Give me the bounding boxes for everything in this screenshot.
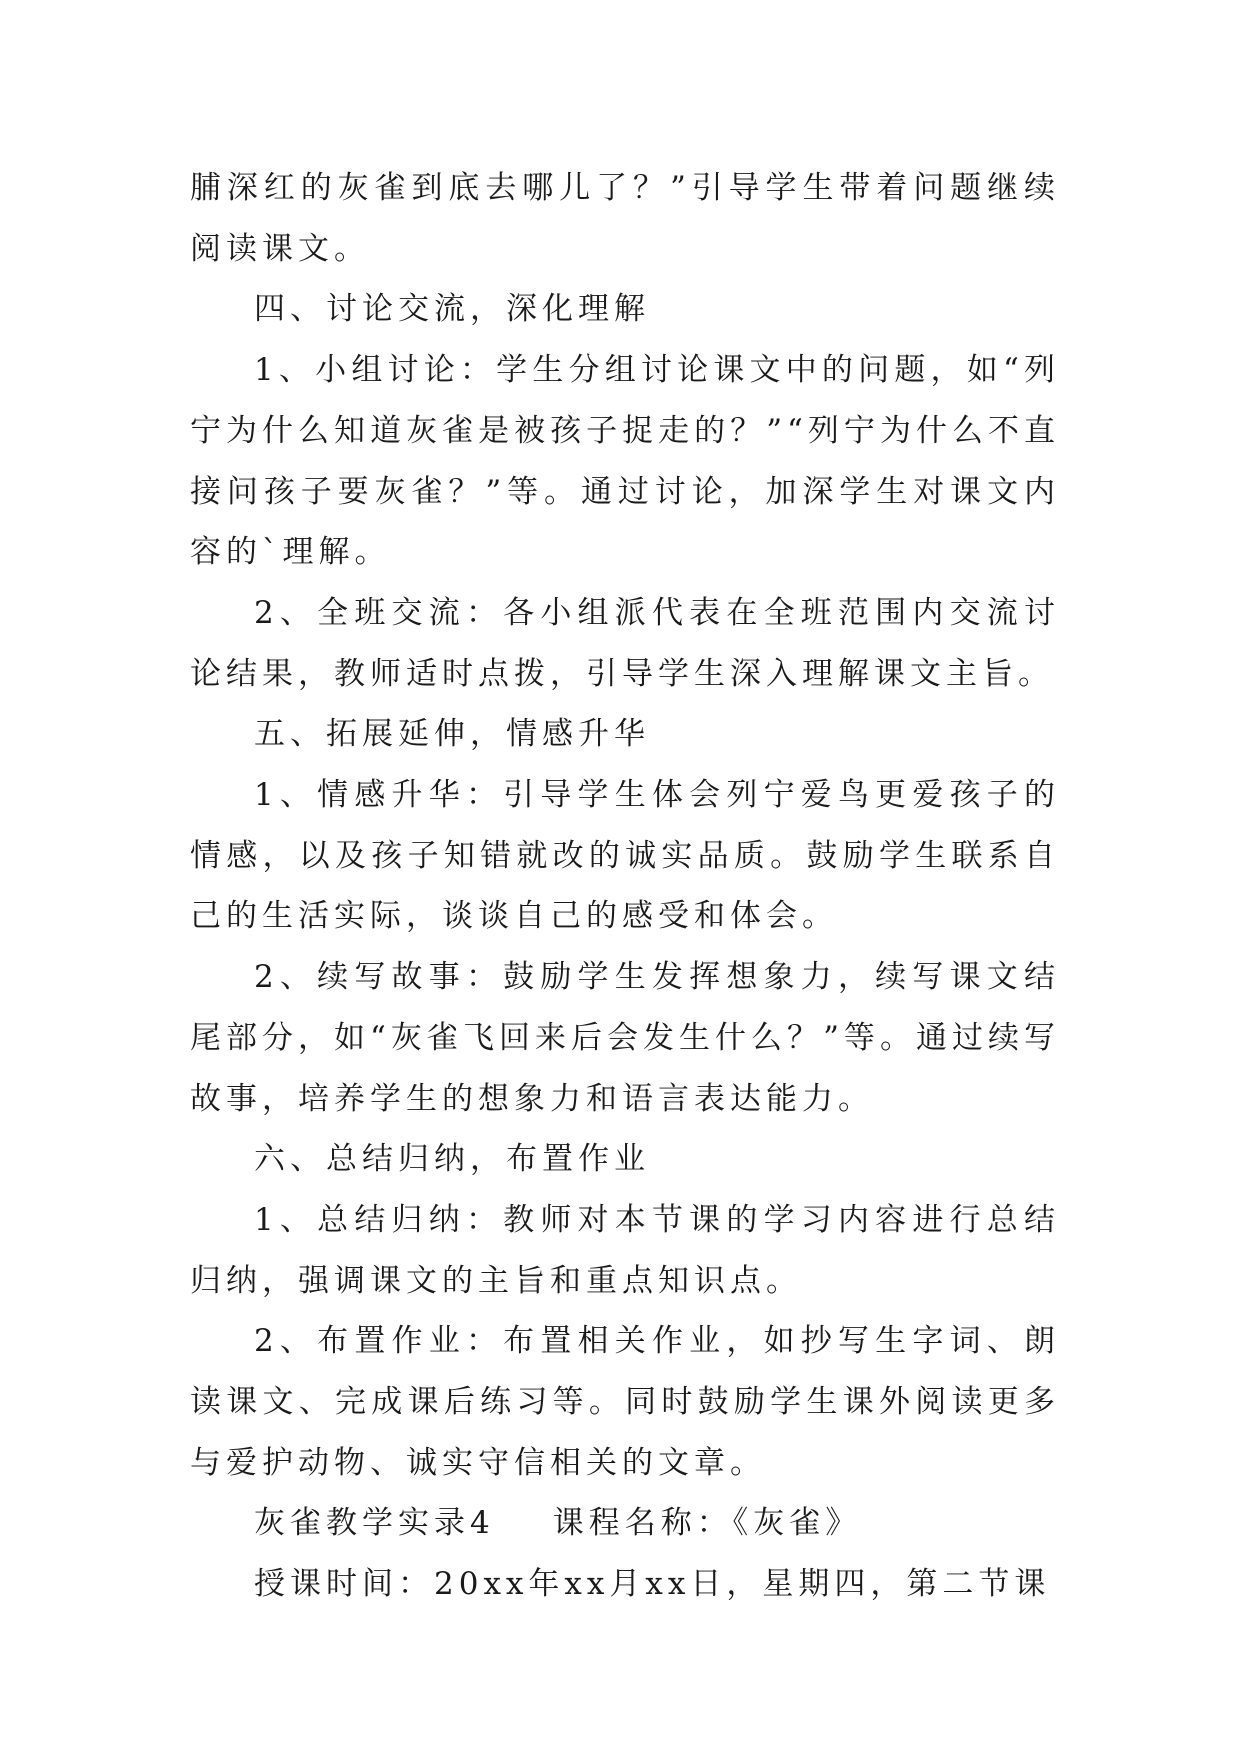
section-heading-4: 四、讨论交流，深化理解 bbox=[254, 291, 650, 328]
paragraph-class-exchange: 2、全班交流：各小组派代表在全班范围内交流讨论结果，教师适时点拨，引导学生深入理解课文主旨。 bbox=[190, 594, 1060, 692]
section-heading-6: 六、总结归纳，布置作业 bbox=[254, 1141, 650, 1178]
paragraph-continue-story: 2、续写故事：鼓励学生发挥想象力，续写课文结尾部分，如“灰雀飞回来后会发生什么？”等。通过续写故事，培养学生的想象力和语言表达能力。 bbox=[190, 959, 1060, 1117]
record-title-line bbox=[190, 1493, 1060, 1554]
paragraph-homework: 2、布置作业：布置相关作业，如抄写生字词、朗读课文、完成课后练习等。同时鼓励学生课外阅读更多与爱护动物、诚实守信相关的文章。 bbox=[190, 1323, 1060, 1481]
paragraph-summary: 1、总结归纳：教师对本节课的学习内容进行总结归纳，强调课文的主旨和重点知识点。 bbox=[190, 1201, 1060, 1299]
class-time-line: 授课时间：20xx年xx月xx日，星期四，第二节课 bbox=[254, 1566, 1051, 1603]
paragraph-group-discussion: 1、小组讨论：学生分组讨论课文中的问题，如“列宁为什么知道灰雀是被孩子捉走的？”“列宁为什么不直接问孩子要灰雀？”等。通过讨论，加深学生对课文内容的`理解。 bbox=[190, 352, 1060, 571]
section-heading-5: 五、拓展延伸，情感升华 bbox=[254, 716, 650, 753]
document-body bbox=[190, 158, 1060, 1615]
paragraph-continuation: 脯深红的灰雀到底去哪儿了？”引导学生带着问题继续阅读课文。 bbox=[190, 170, 1060, 267]
record-title: 灰雀教学实录4 bbox=[254, 1505, 495, 1542]
paragraph-emotion: 1、情感升华：引导学生体会列宁爱鸟更爱孩子的情感，以及孩子知错就改的诚实品质。鼓励学生联系自己的生活实际，谈谈自己的感受和体会。 bbox=[190, 777, 1060, 935]
course-name: 课程名称：《灰雀》 bbox=[552, 1505, 862, 1542]
